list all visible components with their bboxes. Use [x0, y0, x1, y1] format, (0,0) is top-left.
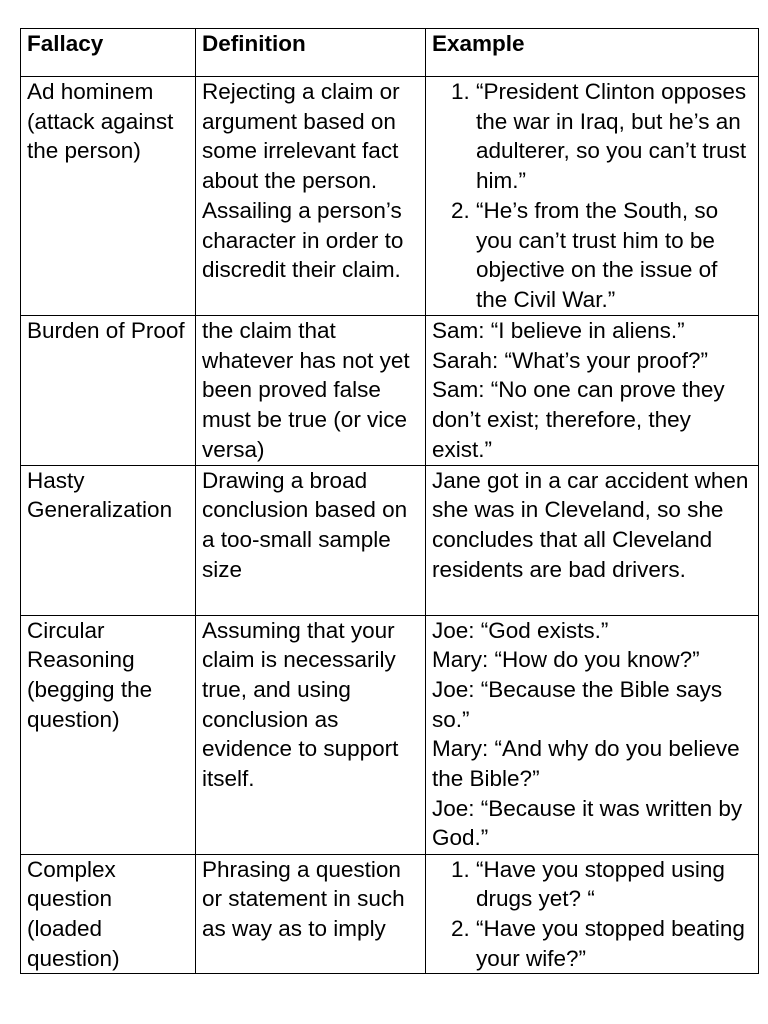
example-cell — [426, 854, 759, 974]
definition-cell: the claim that whatever has not yet been proved false must be true (or vice versa) — [196, 316, 426, 466]
example-list — [432, 855, 754, 974]
example-cell: Sam: “I believe in aliens.” Sarah: “What’s your proof?” Sam: “No one can prove they don’t exist; therefore, they exist.” — [426, 316, 759, 466]
fallacy-cell: Ad hominem (attack against the person) — [21, 77, 196, 316]
fallacy-table — [20, 28, 759, 974]
table-row — [21, 316, 759, 466]
table-row — [21, 77, 759, 316]
header-definition: Definition — [196, 29, 426, 77]
fallacy-cell: Circular Reasoning (begging the question) — [21, 615, 196, 854]
header-fallacy: Fallacy — [21, 29, 196, 77]
list-item: 2. “Have you stopped beating your wife?” — [476, 914, 754, 973]
header-example: Example — [426, 29, 759, 77]
definition-cell: Assuming that your claim is necessarily true, and using conclusion as evidence to support itself. — [196, 615, 426, 854]
example-cell — [426, 77, 759, 316]
table-row — [21, 465, 759, 615]
list-item: 1. “President Clinton opposes the war in Iraq, but he’s an adulterer, so you can’t trust him.” — [476, 77, 754, 196]
list-item: 2. “He’s from the South, so you can’t trust him to be objective on the issue of the Civil War.” — [476, 196, 754, 315]
definition-cell: Drawing a broad conclusion based on a too-small sample size — [196, 465, 426, 615]
example-cell: Jane got in a car accident when she was in Cleveland, so she concludes that all Cleveland residents are bad drivers. — [426, 465, 759, 615]
definition-cell: Phrasing a question or statement in such as way as to imply — [196, 854, 426, 974]
table-row — [21, 854, 759, 974]
fallacy-cell: Burden of Proof — [21, 316, 196, 466]
example-cell: Joe: “God exists.” Mary: “How do you know?” Joe: “Because the Bible says so.” Mary: “And why do you believe the Bible?” Joe: “Because it was written by God.” — [426, 615, 759, 854]
example-list — [432, 77, 754, 315]
fallacy-cell: Hasty Generalization — [21, 465, 196, 615]
list-item: 1. “Have you stopped using drugs yet? “ — [476, 855, 754, 914]
fallacy-cell: Complex question (loaded question) — [21, 854, 196, 974]
table-header-row — [21, 29, 759, 77]
definition-cell: Rejecting a claim or argument based on some irrelevant fact about the person. Assailing a person’s character in order to discredit their claim. — [196, 77, 426, 316]
table-row — [21, 615, 759, 854]
